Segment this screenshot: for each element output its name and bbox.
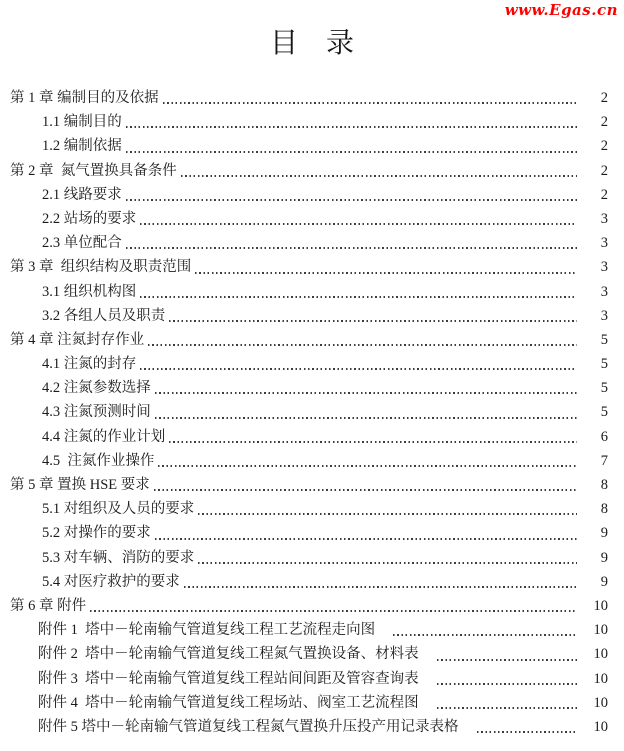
toc-entry-label: 第 5 章 置换 HSE 要求 <box>10 477 150 493</box>
dot-leader <box>140 296 577 298</box>
dot-leader <box>140 223 577 225</box>
toc-page-number: 5 <box>600 331 608 348</box>
toc-entry-label: 2.3 单位配合 <box>42 235 122 252</box>
toc-entry-label: 4.4 注氮的作业计划 <box>42 428 166 445</box>
toc-entry <box>10 183 608 207</box>
toc-page-number: 3 <box>600 283 608 300</box>
toc-entry <box>10 134 608 158</box>
dot-leader <box>198 513 577 515</box>
toc-entry <box>10 642 608 666</box>
toc-entry <box>10 691 608 715</box>
toc-entry-label: 附件 4 塔中－轮南输气管道复线工程场站、阀室工艺流程图 <box>38 694 419 711</box>
toc-entry <box>10 86 608 110</box>
toc-entry-label: 1.2 编制依据 <box>42 138 122 155</box>
dot-leader <box>181 175 577 177</box>
dot-leader <box>158 465 577 467</box>
toc-page-number: 10 <box>593 646 608 663</box>
dot-leader <box>148 344 577 346</box>
dot-leader <box>140 368 577 370</box>
toc-entry-label: 4.3 注氮预测时间 <box>42 404 151 421</box>
toc-entry <box>10 304 608 328</box>
toc-page-number: 10 <box>593 670 608 687</box>
toc-entry-label: 5.2 对操作的要求 <box>42 525 151 542</box>
toc-entry-label: 2.2 站场的要求 <box>42 210 137 227</box>
toc-entry-label: 3.1 组织机构图 <box>42 283 137 300</box>
toc-entry-label: 第 4 章 注氮封存作业 <box>10 331 145 348</box>
toc-entry <box>10 546 608 570</box>
toc-entry-label: 附件 5 塔中－轮南输气管道复线工程氮气置换升压投产用记录表格 <box>38 718 459 735</box>
toc-entry-label: 4.5 注氮作业操作 <box>42 452 155 469</box>
toc-entry-label: 4.2 注氮参数选择 <box>42 380 151 397</box>
toc-entry <box>10 570 608 594</box>
toc-entry <box>10 328 608 352</box>
toc-entry <box>10 715 608 739</box>
dot-leader <box>90 610 577 612</box>
toc-page-number: 8 <box>600 477 608 493</box>
toc-entry-label: 附件 3 塔中－轮南输气管道复线工程站间间距及管容查询表 <box>38 670 419 687</box>
dot-leader <box>477 731 578 733</box>
dot-leader <box>126 126 577 128</box>
dot-leader <box>169 441 577 443</box>
toc-entry <box>10 667 608 691</box>
dot-leader <box>393 634 577 636</box>
dot-leader <box>437 683 577 685</box>
toc-page-number: 10 <box>593 597 608 614</box>
toc-entry <box>10 497 608 521</box>
dot-leader <box>195 272 577 274</box>
toc-entry <box>10 594 608 618</box>
toc-entry-label: 第 1 章 编制目的及依据 <box>10 90 159 106</box>
dot-leader <box>169 320 577 322</box>
toc-list <box>10 86 608 739</box>
dot-leader <box>184 586 577 588</box>
toc-page-number: 8 <box>600 501 608 518</box>
toc-entry-label: 5.3 对车辆、消防的要求 <box>42 549 195 566</box>
toc-entry-label: 5.4 对医疗救护的要求 <box>42 573 180 590</box>
toc-page-number: 2 <box>600 186 608 203</box>
toc-page-number: 9 <box>600 525 608 542</box>
toc-page-number: 10 <box>593 622 608 639</box>
toc-entry-label: 附件 1 塔中－轮南输气管道复线工程工艺流程走向图 <box>38 622 376 639</box>
toc-entry <box>10 110 608 134</box>
page-title: 目 录 <box>269 28 354 59</box>
toc-entry <box>10 255 608 279</box>
toc-entry <box>10 618 608 642</box>
toc-entry <box>10 352 608 376</box>
toc-page-number: 3 <box>600 259 608 276</box>
toc-page-number: 5 <box>600 356 608 373</box>
toc-entry <box>10 425 608 449</box>
toc-page-number: 10 <box>593 718 608 735</box>
toc-entry-label: 第 2 章 氮气置换具备条件 <box>10 162 177 179</box>
toc-page-number: 2 <box>600 162 608 179</box>
toc-page-number: 5 <box>600 380 608 397</box>
toc-entry <box>10 231 608 255</box>
toc-entry-label: 5.1 对组织及人员的要求 <box>42 501 195 518</box>
toc-page-number: 5 <box>600 404 608 421</box>
toc-entry-label: 4.1 注氮的封存 <box>42 356 137 373</box>
toc-entry <box>10 280 608 304</box>
toc-entry <box>10 521 608 545</box>
toc-page-number: 10 <box>593 694 608 711</box>
toc-page-number: 2 <box>600 138 608 155</box>
toc-page-number: 3 <box>600 210 608 227</box>
toc-entry <box>10 400 608 424</box>
dot-leader <box>437 707 577 709</box>
dot-leader <box>163 102 577 104</box>
toc-page-number: 3 <box>600 235 608 252</box>
toc-entry <box>10 473 608 497</box>
toc-entry <box>10 207 608 231</box>
toc-entry-label: 第 6 章 附件 <box>10 597 87 614</box>
dot-leader <box>155 392 577 394</box>
toc-page-number: 9 <box>600 549 608 566</box>
toc-entry-label: 附件 2 塔中－轮南输气管道复线工程氮气置换设备、材料表 <box>38 646 419 663</box>
toc-page-number: 2 <box>600 114 608 131</box>
dot-leader <box>154 489 577 491</box>
site-watermark: www.Egas.cn <box>504 1 618 19</box>
dot-leader <box>155 538 577 540</box>
toc-entry <box>10 376 608 400</box>
dot-leader <box>198 562 577 564</box>
toc-page-number: 7 <box>600 452 608 469</box>
toc-entry-label: 3.2 各组人员及职责 <box>42 307 166 324</box>
dot-leader <box>126 247 577 249</box>
dot-leader <box>437 659 577 661</box>
toc-entry <box>10 449 608 473</box>
toc-page-number: 2 <box>600 90 608 106</box>
toc-entry-label: 第 3 章 组织结构及职责范围 <box>10 259 192 276</box>
toc-page-number: 9 <box>600 573 608 590</box>
dot-leader <box>126 199 577 201</box>
dot-leader <box>126 151 577 153</box>
toc-page-number: 3 <box>600 307 608 324</box>
toc-entry <box>10 159 608 183</box>
toc-page-number: 6 <box>600 428 608 445</box>
dot-leader <box>155 417 577 419</box>
toc-entry-label: 1.1 编制目的 <box>42 114 122 131</box>
toc-entry-label: 2.1 线路要求 <box>42 186 122 203</box>
